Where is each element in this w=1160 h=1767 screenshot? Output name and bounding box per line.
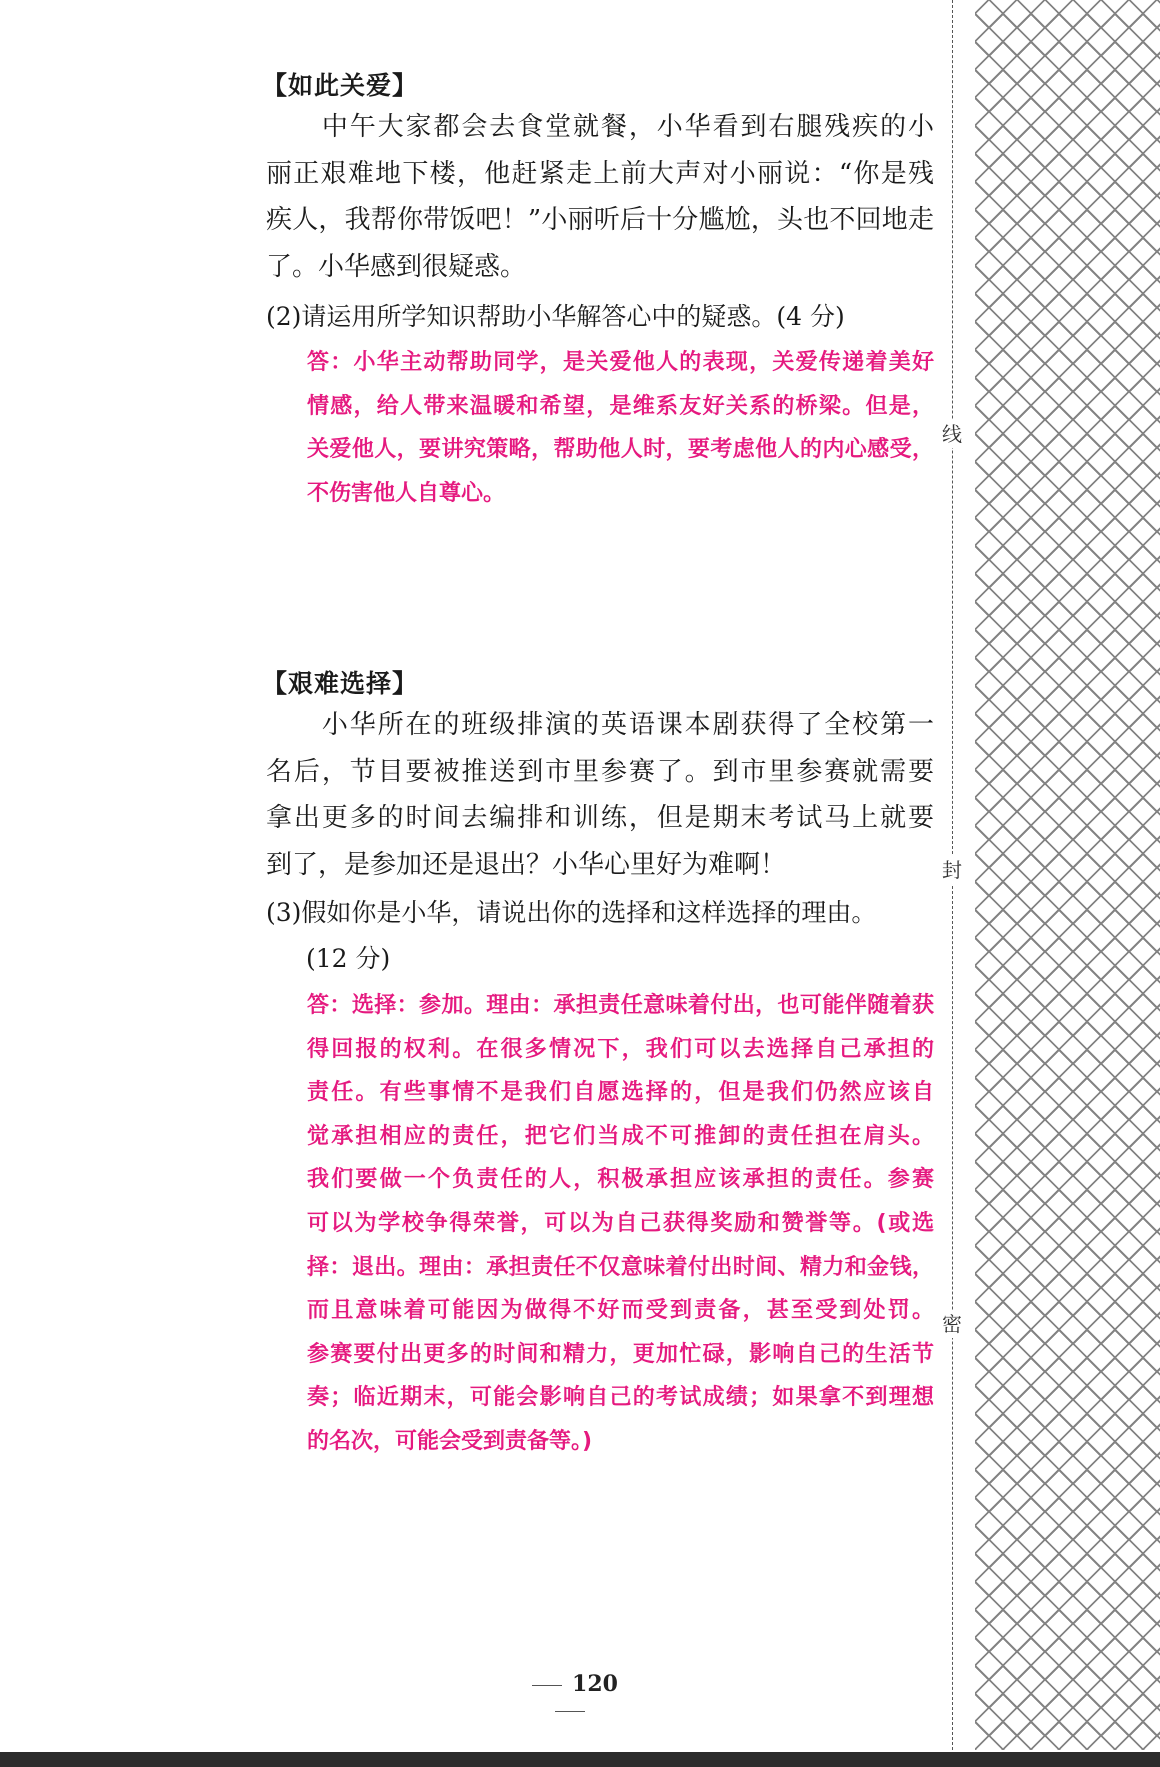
dash-right — [555, 1711, 585, 1712]
answer-line: 择：退出。理由：承担责任不仅意味着付出时间、精力和金钱， — [307, 1254, 934, 1280]
answer-line: 参赛要付出更多的时间和精力，更加忙碌，影响自己的生活节 — [307, 1341, 934, 1367]
page-number — [500, 1671, 640, 1723]
story-line: 中午大家都会去食堂就餐，小华看到右腿残疾的小 — [266, 112, 934, 142]
answer-line: 关爱他人，要讲究策略，帮助他人时，要考虑他人的内心感受， — [307, 437, 934, 463]
answer-line: 答：小华主动帮助同学，是关爱他人的表现，关爱传递着美好 — [307, 350, 934, 375]
answer-line: 情感，给人带来温暖和希望，是维系友好关系的桥梁。但是， — [307, 393, 934, 419]
answer-3 — [307, 984, 934, 1464]
story-care — [266, 104, 934, 290]
binding-mark-secret: 密 — [938, 1310, 966, 1338]
story-line: 疾人，我帮你带饭吧！”小丽听后十分尴尬，头也不回地走 — [266, 205, 934, 235]
bottom-edge-bar — [0, 1752, 1160, 1767]
binding-mark-line: 线 — [938, 420, 966, 448]
story-line: 丽正艰难地下楼，他赶紧走上前大声对小丽说：“你是残 — [266, 158, 934, 189]
dash-left — [532, 1685, 562, 1686]
answer-line: 可以为学校争得荣誉，可以为自己获得奖励和赞誉等。(或选 — [307, 1210, 934, 1236]
section-title-choice: 【艰难选择】 — [262, 669, 419, 698]
decorative-margin-pattern — [975, 0, 1160, 1750]
binding-mark-seal: 封 — [938, 856, 966, 884]
answer-line: 而且意味着可能因为做得不好而受到责备，甚至受到处罚。 — [307, 1298, 934, 1324]
answer-line: 的名次，可能会受到责备等。) — [307, 1428, 593, 1454]
page-number-value: 120 — [572, 1671, 618, 1697]
answer-2 — [307, 341, 934, 515]
story-line: 拿出更多的时间去编排和训练，但是期末考试马上就要 — [266, 803, 934, 833]
story-line: 到了，是参加还是退出？小华心里好为难啊！ — [266, 849, 787, 880]
story-line: 小华所在的班级排演的英语课本剧获得了全校第一 — [266, 710, 934, 740]
answer-line: 责任。有些事情不是我们自愿选择的，但是我们仍然应该自 — [307, 1080, 934, 1106]
answer-line: 答：选择：参加。理由：承担责任意味着付出，也可能伴随着获 — [307, 993, 934, 1018]
story-choice — [266, 702, 934, 888]
story-line: 了。小华感到很疑惑。 — [266, 251, 527, 282]
story-line: 名后，节目要被推送到市里参赛了。到市里参赛就需要 — [266, 756, 934, 787]
question-2: (2)请运用所学知识帮助小华解答心中的疑惑。(4 分) — [266, 302, 845, 331]
answer-line: 不伤害他人自尊心。 — [307, 480, 506, 506]
question-3: (3)假如你是小华，请说出你的选择和这样选择的理由。 — [266, 898, 877, 927]
answer-line: 我们要做一个负责任的人，积极承担应该承担的责任。参赛 — [307, 1167, 934, 1193]
answer-line: 觉承担相应的责任，把它们当成不可推卸的责任担在肩头。 — [307, 1123, 934, 1149]
answer-line: 奏；临近期末，可能会影响自己的考试成绩；如果拿不到理想 — [307, 1385, 934, 1411]
question-3-score: (12 分) — [306, 944, 391, 973]
answer-line: 得回报的权利。在很多情况下，我们可以去选择自己承担的 — [307, 1036, 934, 1062]
section-title-care: 【如此关爱】 — [262, 71, 419, 100]
